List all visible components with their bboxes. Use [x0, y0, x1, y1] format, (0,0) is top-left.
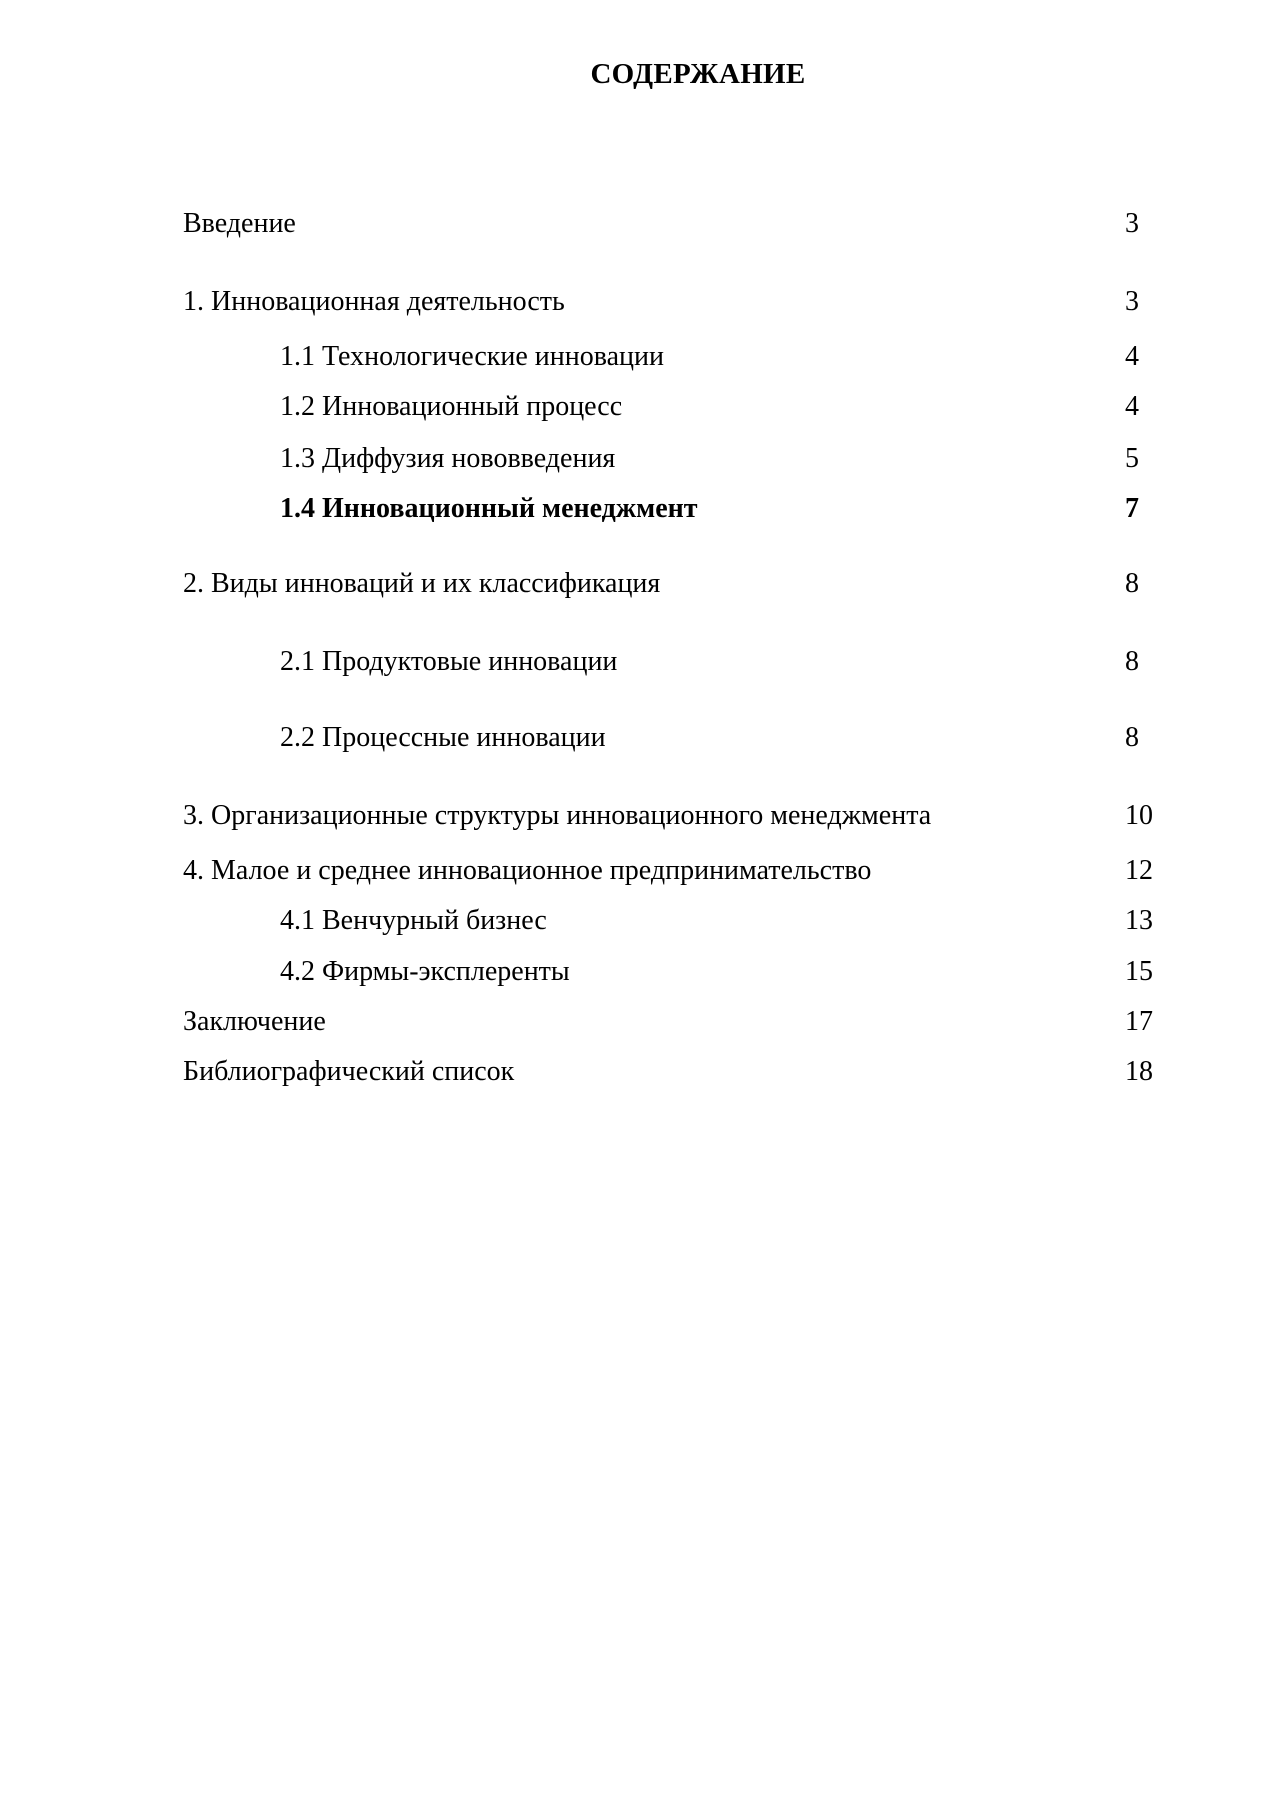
toc-entry-page: 4 [1125, 341, 1139, 372]
toc-entry-page: 17 [1125, 1006, 1153, 1037]
toc-entry-introduction [0, 204, 1280, 244]
toc-entry-label: Библиографический список [183, 1056, 515, 1087]
toc-entry-label: 1.4 Инновационный менеджмент [280, 493, 698, 524]
toc-entry-bibliography [0, 1052, 1280, 1092]
toc-entry-page: 7 [1125, 493, 1139, 524]
toc-entry-section-3 [0, 796, 1280, 836]
toc-entry-section-4-1 [0, 901, 1280, 941]
toc-entry-label: Заключение [183, 1006, 326, 1037]
toc-entry-label: Введение [183, 208, 296, 239]
toc-entry-label: 2. Виды инноваций и их классификация [183, 568, 661, 599]
toc-entry-page: 4 [1125, 391, 1139, 422]
toc-entry-section-1-1 [0, 337, 1280, 377]
toc-entry-section-1-2 [0, 387, 1280, 427]
toc-entry-label: 1.2 Инновационный процесс [280, 391, 623, 422]
toc-entry-page: 8 [1125, 646, 1139, 677]
toc-entry-section-2 [0, 564, 1280, 604]
toc-entry-page: 8 [1125, 722, 1139, 753]
toc-entry-section-4-2 [0, 952, 1280, 992]
toc-entry-section-1-3 [0, 439, 1280, 479]
toc-entry-page: 8 [1125, 568, 1139, 599]
toc-entry-label: 4.2 Фирмы-эксплеренты [280, 956, 570, 987]
toc-entry-page: 15 [1125, 956, 1153, 987]
toc-entry-section-1-4 [0, 489, 1280, 529]
toc-entry-page: 5 [1125, 443, 1139, 474]
toc-entry-page: 12 [1125, 855, 1153, 886]
toc-entry-label: 4.1 Венчурный бизнес [280, 905, 547, 936]
toc-entry-label: 1. Инновационная деятельность [183, 286, 565, 317]
toc-title: СОДЕРЖАНИЕ [590, 58, 806, 90]
toc-entry-conclusion [0, 1002, 1280, 1042]
toc-entry-page: 13 [1125, 905, 1153, 936]
toc-entry-label: 2.1 Продуктовые инновации [280, 646, 618, 677]
toc-entry-page: 18 [1125, 1056, 1153, 1087]
toc-entry-section-2-1 [0, 642, 1280, 682]
toc-entry-label: 1.3 Диффузия нововведения [280, 443, 616, 474]
toc-entry-label: 3. Организационные структуры инновационного менеджмента [183, 800, 932, 831]
toc-entry-section-1 [0, 282, 1280, 322]
toc-entry-label: 2.2 Процессные инновации [280, 722, 606, 753]
toc-entry-page: 3 [1125, 208, 1139, 239]
toc-entry-section-4 [0, 851, 1280, 891]
toc-entry-section-2-2 [0, 718, 1280, 758]
toc-entry-page: 10 [1125, 800, 1153, 831]
toc-entry-page: 3 [1125, 286, 1139, 317]
toc-entry-label: 4. Малое и среднее инновационное предпринимательство [183, 855, 872, 886]
toc-entry-label: 1.1 Технологические инновации [280, 341, 664, 372]
